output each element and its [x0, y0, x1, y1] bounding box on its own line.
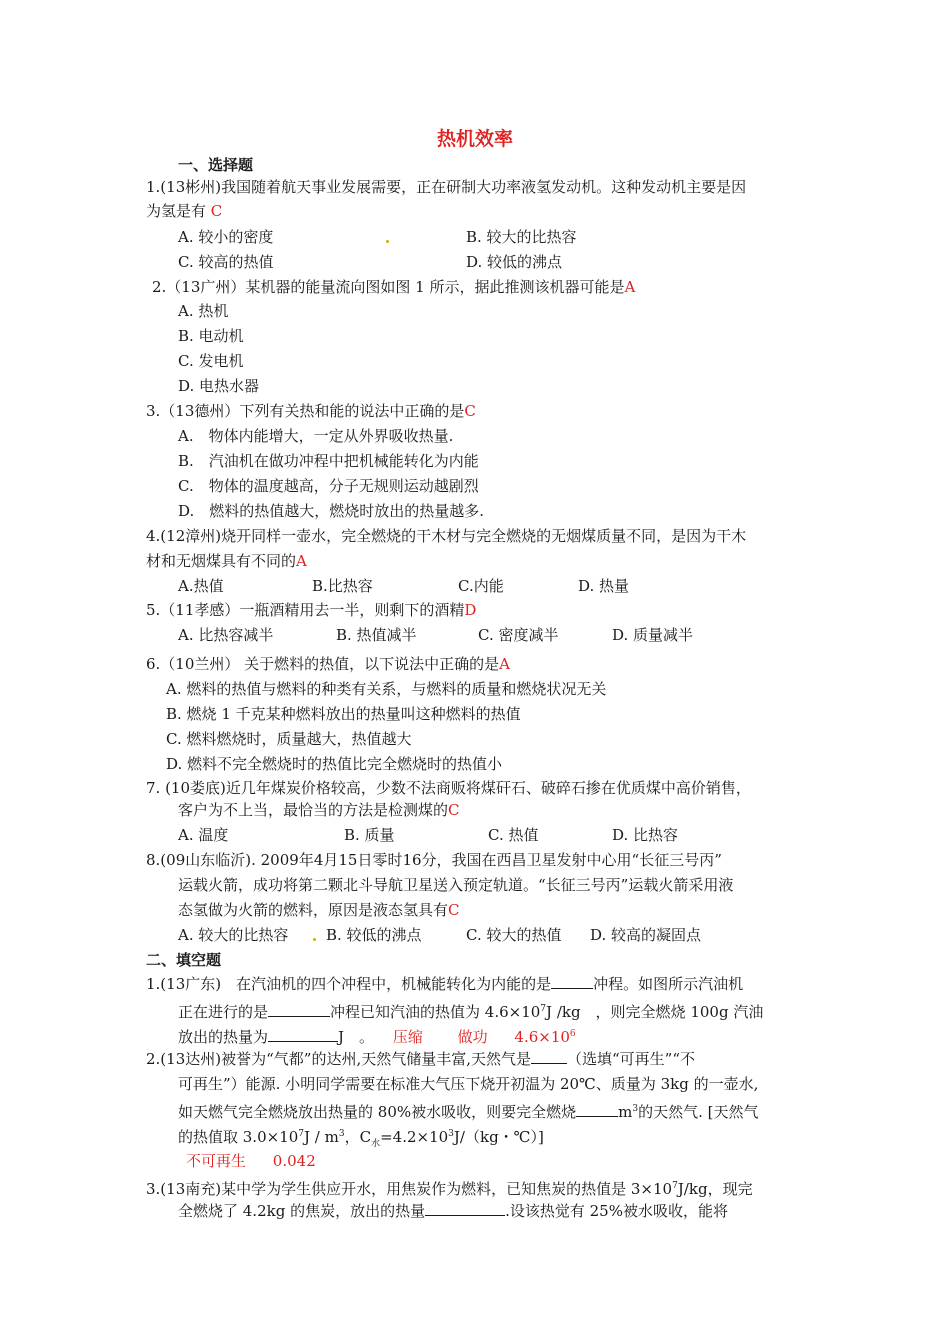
q5-option-b: B. 热值减半 — [336, 626, 417, 644]
q6-option-c: C. 燃料燃烧时，质量越大，热值越大 — [166, 730, 412, 748]
f1-exp-1: 7 — [540, 1004, 547, 1014]
f3-text-a: 全燃烧了 4.2kg 的焦炭，放出的热量 — [178, 1202, 426, 1220]
q7-option-c: C. 热值 — [488, 826, 539, 844]
q1-answer: C — [210, 202, 223, 220]
q4-option-a: A.热值 — [178, 577, 224, 595]
f2-line3 — [178, 1099, 758, 1122]
q8-answer: C — [448, 901, 460, 919]
q8-line1: 8.(09山东临沂). 2009年4月15日零时16分，我国在西昌卫星发射中心用“长征三号丙” — [146, 851, 722, 869]
q7-line1: 7. (10娄底)近几年煤炭价格较高，少数不法商贩将煤矸石、破碎石掺在优质煤中高价销售， — [146, 779, 751, 797]
q1-line2 — [146, 201, 222, 221]
f1-blank-1 — [551, 974, 593, 989]
q7-answer: C — [448, 801, 460, 819]
q3-text: 3.（13德州）下列有关热和能的说法中正确的是 — [146, 402, 465, 420]
f1-answer-2: 做功 — [457, 1028, 488, 1046]
q8-option-b: B. 较低的沸点 — [326, 926, 422, 944]
f1-text-f: 放出的热量为 — [178, 1028, 269, 1046]
f2-text-d: m — [618, 1103, 633, 1121]
q6-line1 — [146, 654, 510, 674]
f1-text-a: 1.(13广东) 在汽油机的四个冲程中，机械能转化为内能的是 — [146, 975, 552, 993]
section-heading-choice: 一、选择题 — [178, 156, 254, 174]
q2-option-b: B. 电动机 — [178, 327, 244, 345]
q3-option-b: B. 汽油机在做功冲程中把机械能转化为内能 — [178, 452, 479, 470]
q6-option-a: A. 燃料的热值与燃料的种类有关系，与燃料的质量和燃烧状况无关 — [166, 680, 607, 698]
q2-line1 — [152, 277, 635, 297]
q5-line1 — [146, 600, 476, 620]
q7-option-b: B. 质量 — [344, 826, 395, 844]
q2-option-c: C. 发电机 — [178, 352, 244, 370]
q7-option-d: D. 比热容 — [612, 826, 679, 844]
f1-line1 — [146, 974, 743, 994]
q6-option-d: D. 燃料不完全燃烧时的热值比完全燃烧时的热值小 — [166, 755, 503, 773]
f1-line2 — [178, 999, 763, 1022]
q2-option-a: A. 热机 — [178, 302, 229, 320]
q6-answer: A — [499, 655, 511, 673]
q8-line3 — [178, 900, 460, 920]
q7-line2 — [178, 800, 460, 820]
q7-option-a: A. 温度 — [178, 826, 229, 844]
f1-answer-1: 压缩 — [392, 1028, 423, 1046]
q8-option-a: A. 较大的比热容 — [178, 926, 289, 944]
q4-answer: A — [296, 552, 307, 570]
q1-option-c: C. 较高的热值 — [178, 253, 274, 271]
q3-option-d: D. 燃料的热值越大，燃烧时放出的热量越多. — [178, 502, 485, 520]
q4-option-c: C.内能 — [458, 577, 504, 595]
f3-line2 — [178, 1201, 728, 1221]
q8-line2: 运载火箭，成功将第二颗北斗导航卫星送入预定轨道。“长征三号丙”运载火箭采用液 — [178, 876, 734, 894]
q6-option-b: B. 燃烧 1 千克某种燃料放出的热量叫这种燃料的热值 — [166, 705, 521, 723]
q8-option-c: C. 较大的热值 — [466, 926, 562, 944]
f2-text-a: 2.(13达州)被誉为“气都”的达州,天然气储量丰富,天然气是 — [146, 1050, 531, 1068]
f2-text-c: 如天燃气完全燃烧放出热量的 80%被水吸收，则要完全燃烧 — [178, 1103, 577, 1121]
q4-line2 — [146, 551, 307, 571]
f2-line1 — [146, 1049, 695, 1069]
f2-exp-1: 3 — [632, 1104, 639, 1114]
q3-option-a: A. 物体内能增大，一定从外界吸收热量. — [178, 427, 454, 445]
f1-answer-3: $4.6\times 10^6$ — [514, 1028, 576, 1046]
q3-line1 — [146, 401, 476, 421]
f2-text-b: （选填“可再生”“不 — [566, 1050, 695, 1068]
f1-text-e: J /kg ，则完全燃烧 100g 汽油 — [546, 1003, 764, 1021]
f1-blank-2 — [268, 1002, 330, 1017]
f2-line2: 可再生”）能源. 小明同学需要在标准大气压下烧开初温为 20℃、质量为 3kg 的一壶水, — [178, 1075, 759, 1093]
f2-answers — [186, 1151, 316, 1171]
section-heading-fill: 二、填空题 — [146, 951, 222, 969]
q5-option-a: A. 比热容减半 — [178, 626, 274, 644]
q1-option-a: A. 较小的密度 — [178, 228, 274, 246]
f1-text-c: 正在进行的是 — [178, 1003, 269, 1021]
q2-option-d: D. 电热水器 — [178, 377, 260, 395]
q8-text: 态氢做为火箭的燃料，原因是液态氢具有 — [178, 901, 449, 919]
f2-line4: 的热值取 $3.0\times 10^7J / m^3$，$C_水=4.2\times 10^3J/(kg$・℃）] — [178, 1128, 544, 1149]
q5-text: 5.（11孝感）一瓶酒精用去一半，则剩下的酒精 — [146, 601, 465, 619]
f3-text-b: .设该热觉有 25%被水吸收，能将 — [505, 1202, 728, 1220]
q1-option-d: D. 较低的沸点 — [466, 253, 563, 271]
q5-option-c: C. 密度减半 — [478, 626, 559, 644]
f1-text-d: 冲程已知汽油的热值为 4.6×10 — [330, 1003, 541, 1021]
f2-answer-2: 0.042 — [272, 1152, 316, 1170]
f1-blank-3 — [268, 1027, 338, 1042]
q4-line1: 4.(12漳州)烧开同样一壶水，完全燃烧的干木材与完全燃烧的无烟煤质量不同，是因为干木 — [146, 527, 747, 545]
q5-answer: D — [464, 601, 477, 619]
f2-text-e: 的天然气. [天然气 — [638, 1103, 759, 1121]
q1-option-b: B. 较大的比热容 — [466, 228, 577, 246]
f3-blank-1 — [425, 1201, 505, 1216]
f2-answer-1: 不可再生 — [186, 1152, 247, 1170]
q5-option-d: D. 质量减半 — [612, 626, 694, 644]
f2-blank-1 — [531, 1049, 567, 1064]
q2-text: 2.（13广州）某机器的能量流向图如图 1 所示，据此推测该机器可能是 — [152, 278, 625, 296]
q3-option-c: C. 物体的温度越高，分子无规则运动越剧烈 — [178, 477, 479, 495]
q7-text: 客户为不上当，最恰当的方法是检测煤的 — [178, 801, 449, 819]
page-title: 热机效率 — [436, 128, 513, 150]
q4-option-d: D. 热量 — [578, 577, 630, 595]
q1-line1: 1.(13彬州)我国随着航天事业发展需要，正在研制大功率液氢发动机。这种发动机主要是因 — [146, 178, 747, 196]
f3-line1: 3.(13南充)某中学为学生供应开水，用焦炭作为燃料，已知焦炭的热值是 $3\times 10^7J/kg$，现完 — [146, 1180, 753, 1198]
q8-option-d: D. 较高的凝固点 — [590, 926, 702, 944]
q2-answer: A — [624, 278, 636, 296]
f1-line3 — [178, 1024, 576, 1047]
q3-answer: C — [464, 402, 476, 420]
q4-text: 材和无烟煤具有不同的 — [146, 552, 297, 570]
f2-blank-2 — [576, 1102, 618, 1117]
q4-option-b: B.比热容 — [312, 577, 373, 595]
yellow-dot-mark — [313, 938, 316, 941]
f1-text-g: J 。 — [338, 1028, 375, 1046]
q1-text: 为氢是有 — [146, 202, 207, 220]
yellow-dot-mark — [386, 240, 389, 243]
q6-text: 6.（10兰州） 关于燃料的热值，以下说法中正确的是 — [146, 655, 500, 673]
f1-text-b: 冲程。如图所示汽油机 — [593, 975, 744, 993]
